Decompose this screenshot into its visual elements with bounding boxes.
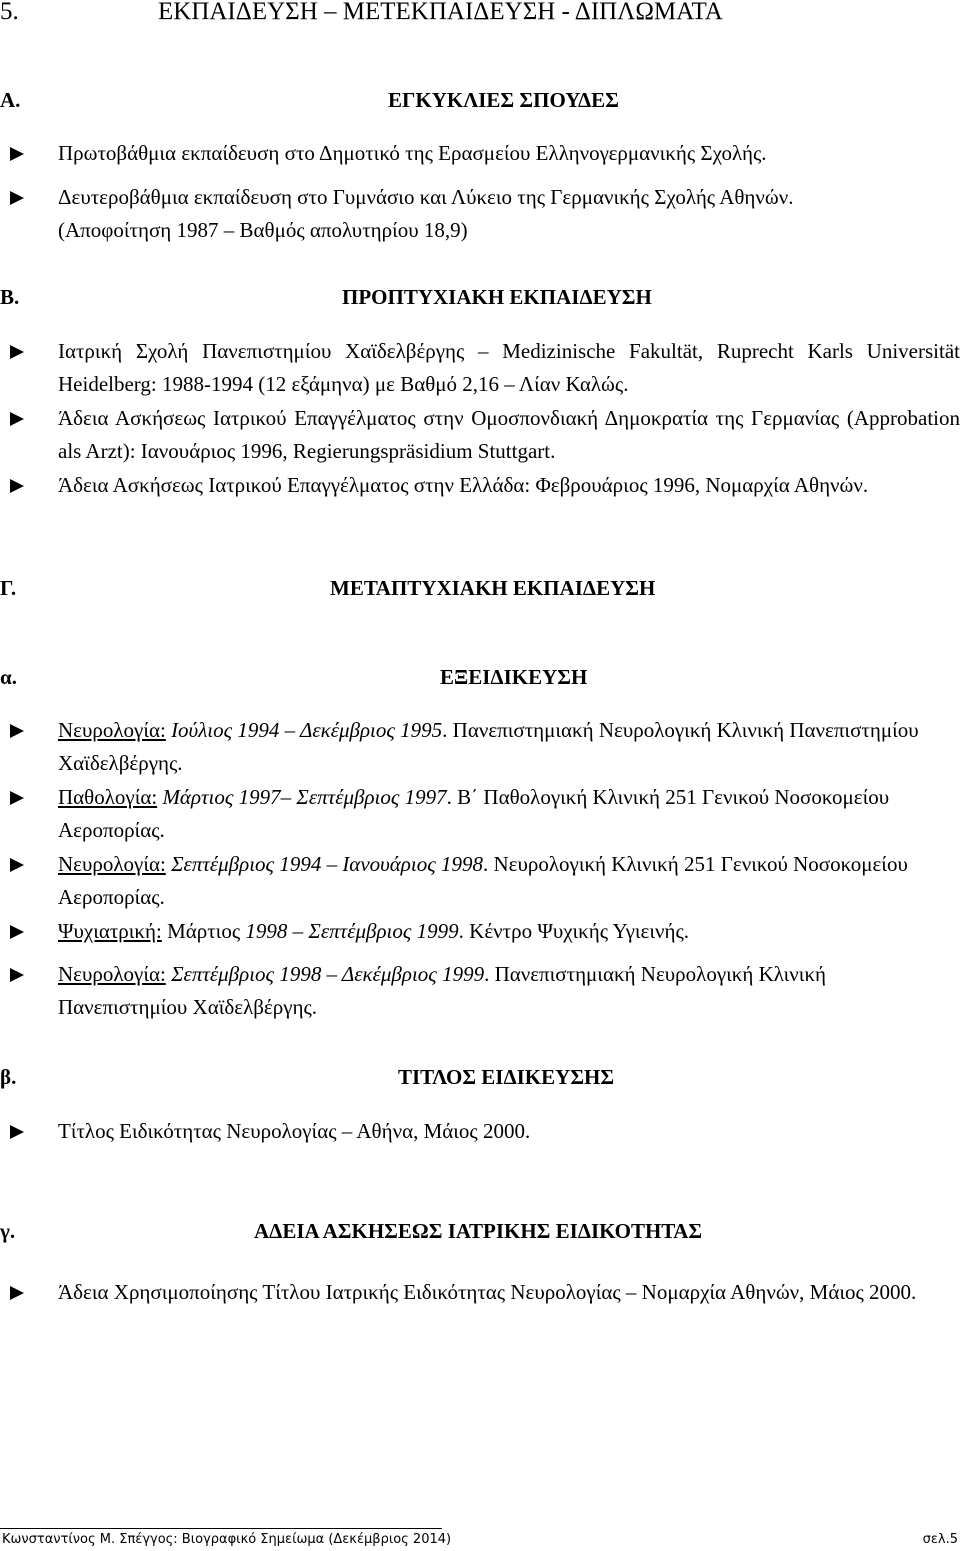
list-item-continuation: [0, 214, 960, 247]
item-text: [58, 958, 960, 1024]
item-text: [58, 781, 960, 847]
list-item: [0, 137, 960, 170]
section-letter: Α.: [0, 88, 21, 112]
section-title: ΑΔΕΙΑ ΑΣΚΗΣΕΩΣ ΙΑΤΡΙΚΗΣ ΕΙΔΙΚΟΤΗΤΑΣ: [254, 1219, 703, 1243]
section-letter: Β.: [0, 285, 20, 309]
list-item: [0, 1115, 960, 1148]
list-item: [0, 958, 960, 1024]
field-name: Νευρολογία:: [58, 718, 166, 742]
section-title: ΕΞΕΙΔΙΚΕΥΣΗ: [440, 665, 588, 689]
list-item: [0, 714, 960, 780]
section-letter: Γ.: [0, 576, 17, 600]
section-b-heading: [0, 285, 960, 315]
item-text: [58, 714, 960, 780]
institution: . Πανεπιστημιακή Νευρολογική Κλινική Πανεπιστημίου Χαϊδελβέργης.: [58, 718, 919, 775]
institution: . Νευρολογική Κλινική 251 Γενικού Νοσοκομείου Αεροπορίας.: [58, 852, 908, 909]
period: Ιούλιος 1994 – Δεκέμβριος 1995: [165, 718, 443, 742]
institution: . Κέντρο Ψυχικής Υγιεινής.: [458, 919, 690, 943]
list-item: [0, 335, 960, 401]
bullet-arrow-icon: [10, 412, 24, 426]
bullet-arrow-icon: [10, 791, 24, 805]
institution: . Β΄ Παθολογική Κλινική 251 Γενικού Νοσοκομείου Αεροπορίας.: [58, 785, 890, 842]
item-text: Άδεια Χρησιμοποίησης Τίτλου Ιατρικής Ειδικότητας Νευρολογίας – Νομαρχία Αθηνών, Μάιος 2000.: [58, 1280, 917, 1304]
list-item: [0, 1276, 960, 1309]
bullet-arrow-icon: [10, 925, 24, 939]
list-item: [0, 181, 960, 214]
item-text: Άδεια Ασκήσεως Ιατρικού Επαγγέλματος στην Ομοσπονδιακή Δημοκρατία της Γερμανίας (Approbation als Arzt): Ιανουάριος 1996, Regierungspräsidium Stuttgart.: [58, 406, 960, 463]
bullet-arrow-icon: [10, 147, 24, 161]
list-item: [0, 848, 960, 914]
section-letter: γ.: [0, 1219, 16, 1243]
section-title: ΠΡΟΠΤΥΧΙΑΚΗ ΕΚΠΑΙΔΕΥΣΗ: [342, 285, 652, 309]
bullet-arrow-icon: [10, 858, 24, 872]
item-text: [58, 915, 960, 948]
bullet-arrow-icon: [10, 191, 24, 205]
period: Σεπτέμβριος 1994 – Ιανουάριος 1998: [165, 852, 483, 876]
section-title: ΜΕΤΑΠΤΥΧΙΑΚΗ ΕΚΠΑΙΔΕΥΣΗ: [330, 576, 656, 600]
field-name: Παθολογία:: [58, 785, 158, 809]
section-letter: α.: [0, 665, 17, 689]
title-text: ΕΚΠΑΙΔΕΥΣΗ – ΜΕΤΕΚΠΑΙΔΕΥΣΗ - ΔΙΠΛΩΜΑΤΑ: [158, 0, 723, 25]
list-item: [0, 915, 960, 948]
section-c-heading: [0, 576, 960, 606]
period: Μάρτιος 1997– Σεπτέμβριος 1997: [157, 785, 447, 809]
month: Μάρτιος: [161, 919, 246, 943]
subsection-gamma-heading: [0, 1219, 960, 1249]
item-text: Ιατρική Σχολή Πανεπιστημίου Χαϊδελβέργης – Medizinische Fakultät, Ruprecht Karls Universität Heidelberg: 1988-1994 (12 εξάμηνα) με Βαθμό 2,16 – Λίαν Καλώς.: [58, 339, 960, 396]
item-text: [58, 848, 960, 914]
footer-author: Κωνσταντίνος Μ. Σπέγγος: Βιογραφικό Σημείωμα (Δεκέμβριος 2014): [2, 1532, 452, 1547]
bullet-arrow-icon: [10, 724, 24, 738]
subsection-beta-heading: [0, 1065, 960, 1095]
bullet-arrow-icon: [10, 479, 24, 493]
field-name: Ψυχιατρική:: [58, 919, 162, 943]
page-number: σελ.5: [922, 1532, 958, 1547]
institution: . Πανεπιστημιακή Νευρολογική Κλινική Πανεπιστημίου Χαϊδελβέργης.: [58, 962, 827, 1019]
title-number: 5.: [0, 0, 19, 25]
subsection-alpha-heading: [0, 665, 960, 695]
page-footer: [0, 1528, 960, 1550]
page-title: [0, 0, 723, 26]
field-name: Νευρολογία:: [58, 852, 166, 876]
item-text: Πρωτοβάθμια εκπαίδευση στο Δημοτικό της Ερασμείου Ελληνογερμανικής Σχολής.: [58, 141, 767, 165]
item-text: Τίτλος Ειδικότητας Νευρολογίας – Αθήνα, Μάιος 2000.: [58, 1119, 531, 1143]
period: Σεπτέμβριος 1998 – Δεκέμβριος 1999: [165, 962, 485, 986]
bullet-arrow-icon: [10, 968, 24, 982]
footer-rule: [0, 1528, 442, 1529]
bullet-arrow-icon: [10, 1125, 24, 1139]
list-item: [0, 402, 960, 468]
bullet-arrow-icon: [10, 345, 24, 359]
item-text: Δευτεροβάθμια εκπαίδευση στο Γυμνάσιο και Λύκειο της Γερμανικής Σχολής Αθηνών.: [58, 185, 794, 209]
field-name: Νευρολογία:: [58, 962, 166, 986]
item-text: (Αποφοίτηση 1987 – Βαθμός απολυτηρίου 18,9): [58, 218, 468, 242]
period: 1998 – Σεπτέμβριος 1999: [245, 919, 459, 943]
section-letter: β.: [0, 1065, 17, 1089]
bullet-arrow-icon: [10, 1286, 24, 1300]
item-text: Άδεια Ασκήσεως Ιατρικού Επαγγέλματος στην Ελλάδα: Φεβρουάριος 1996, Νομαρχία Αθηνών.: [58, 473, 869, 497]
list-item: [0, 781, 960, 847]
section-title: ΕΓΚΥΚΛΙΕΣ ΣΠΟΥΔΕΣ: [388, 88, 619, 112]
section-a-heading: [0, 88, 960, 118]
list-item: [0, 469, 960, 502]
section-title: ΤΙΤΛΟΣ ΕΙΔΙΚΕΥΣΗΣ: [398, 1065, 615, 1089]
